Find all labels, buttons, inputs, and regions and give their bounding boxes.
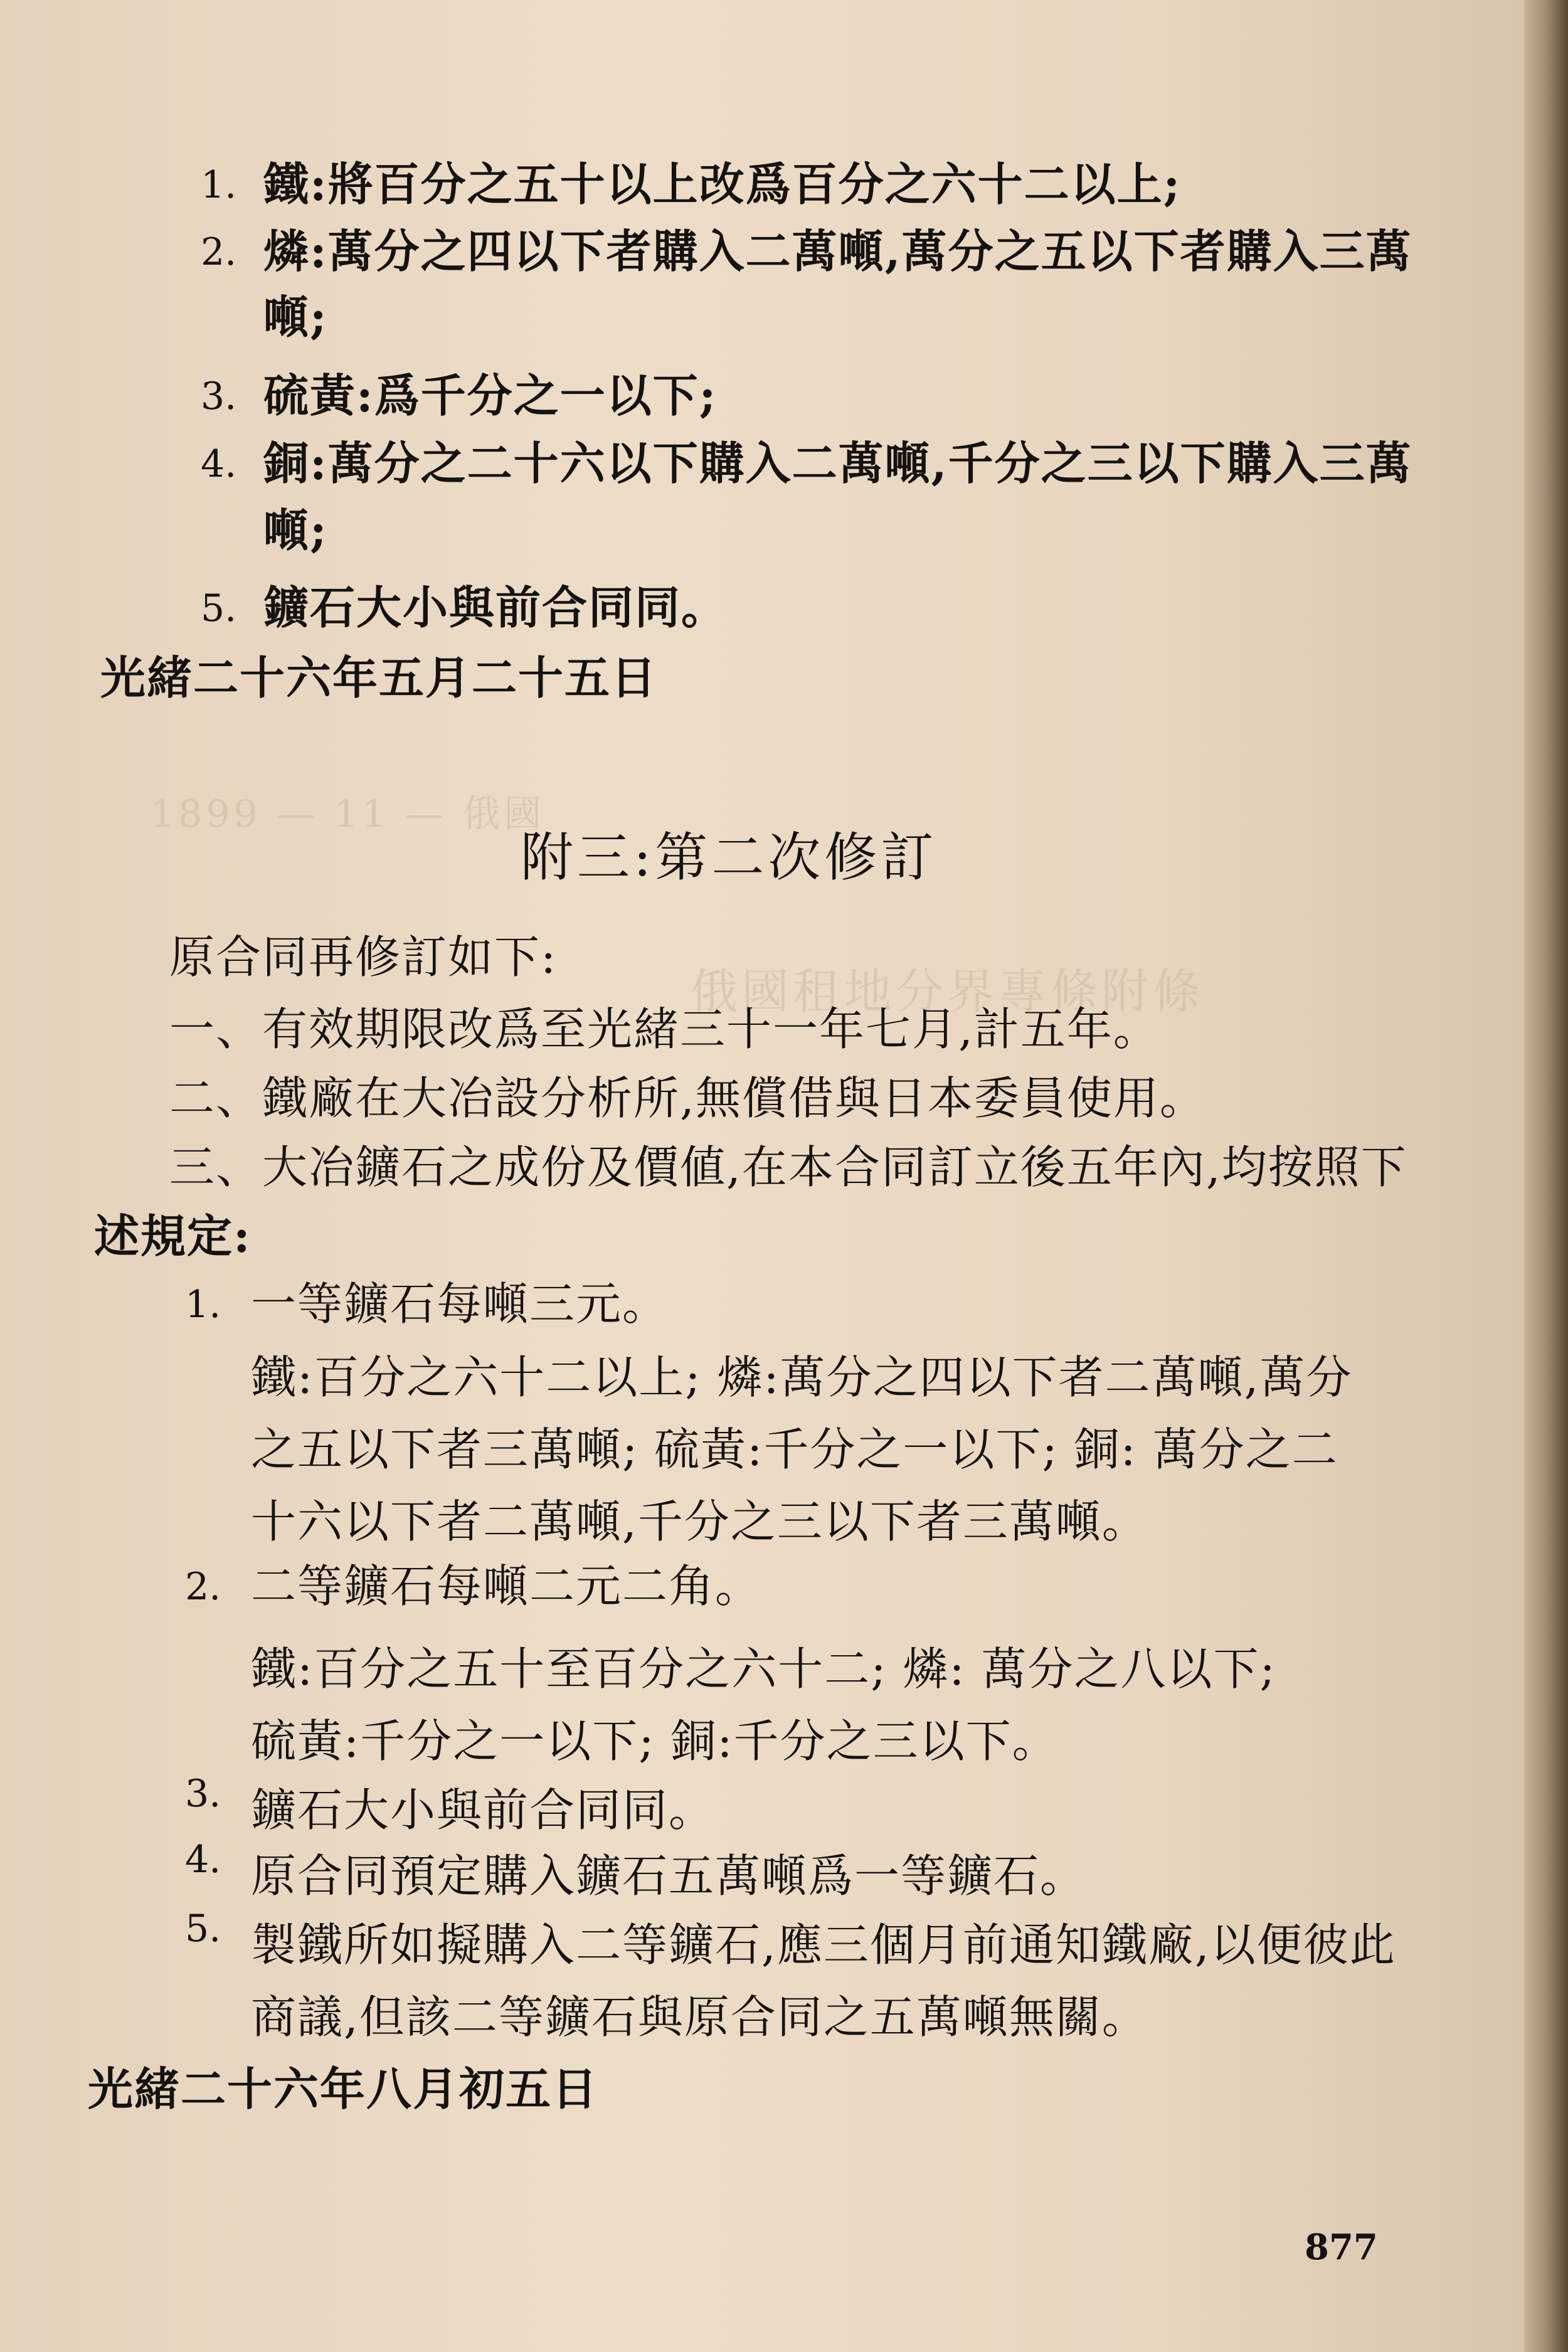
bleed-through: 俄國租地分界專條附條 [690, 963, 1204, 1019]
list-item-text: 硫黃:千分之一以下; 銅:千分之三以下。 [251, 1715, 1059, 1767]
list-number: 1. [201, 163, 237, 207]
list-item-text: 鑛石大小與前合同同。 [251, 1784, 716, 1836]
page-edge [1524, 0, 1568, 2352]
list-number: 4. [201, 442, 237, 486]
list-item-text: 燐:萬分之四以下者購入二萬噸,萬分之五以下者購入三萬 [263, 225, 1412, 278]
list-number: 2. [201, 230, 237, 274]
list-number: 4. [185, 1838, 221, 1882]
clause-text: 三、大冶鑛石之成份及價値,在本合同訂立後五年內,均按照下 [169, 1141, 1407, 1194]
list-item-text: 硫黃:爲千分之一以下; [263, 369, 718, 422]
list-number: 1. [185, 1283, 221, 1327]
clause-text: 二、鐵廠在大冶設分析所,無償借與日本委員使用。 [169, 1072, 1206, 1125]
list-number: 3. [185, 1772, 221, 1816]
list-item-text: 一等鑛石每噸三元。 [251, 1278, 669, 1330]
date-line: 光緒二十六年五月二十五日 [100, 651, 658, 704]
list-number: 5. [185, 1907, 221, 1951]
list-item-text: 之五以下者三萬噸; 硫黃:千分之一以下; 銅: 萬分之二 [251, 1423, 1338, 1476]
clause-text: 一、有效期限改爲至光緒三十一年七月,計五年。 [169, 1003, 1160, 1056]
list-item-text: 製鐵所如擬購入二等鑛石,應三個月前通知鐵廠,以便彼此 [251, 1919, 1396, 1971]
list-item-text: 噸; [263, 290, 328, 344]
list-item-text: 鐵:百分之六十二以上; 燐:萬分之四以下者二萬噸,萬分 [251, 1351, 1353, 1404]
list-number: 3. [201, 374, 237, 418]
list-item-text: 鑛石大小與前合同同。 [263, 581, 728, 634]
clause-text: 述規定: [94, 1209, 252, 1263]
list-item-text: 鐵:百分之五十至百分之六十二; 燐: 萬分之八以下; [251, 1643, 1276, 1695]
list-number: 2. [185, 1565, 221, 1609]
date-line: 光緒二十六年八月初五日 [88, 2062, 599, 2116]
section-heading: 附三:第二次修訂 [521, 827, 938, 888]
list-item-text: 二等鑛石每噸二元二角。 [251, 1560, 762, 1613]
list-item-text: 原合同預定購入鑛石五萬噸爲一等鑛石。 [251, 1850, 1087, 1902]
list-item-text: 鐵:將百分之五十以上改爲百分之六十二以上; [263, 157, 1182, 211]
list-item-text: 噸; [263, 504, 328, 557]
list-item-text: 銅:萬分之二十六以下購入二萬噸,千分之三以下購入三萬 [263, 437, 1412, 490]
list-item-text: 商議,但該二等鑛石與原合同之五萬噸無關。 [251, 1991, 1148, 2043]
list-number: 5. [201, 586, 237, 630]
page-number: 877 [1305, 2227, 1378, 2268]
intro-text: 原合同再修訂如下: [169, 931, 558, 983]
list-item-text: 十六以下者二萬噸,千分之三以下者三萬噸。 [251, 1495, 1148, 1548]
bleed-through: 1899 — 11 — 俄國 [151, 792, 546, 836]
